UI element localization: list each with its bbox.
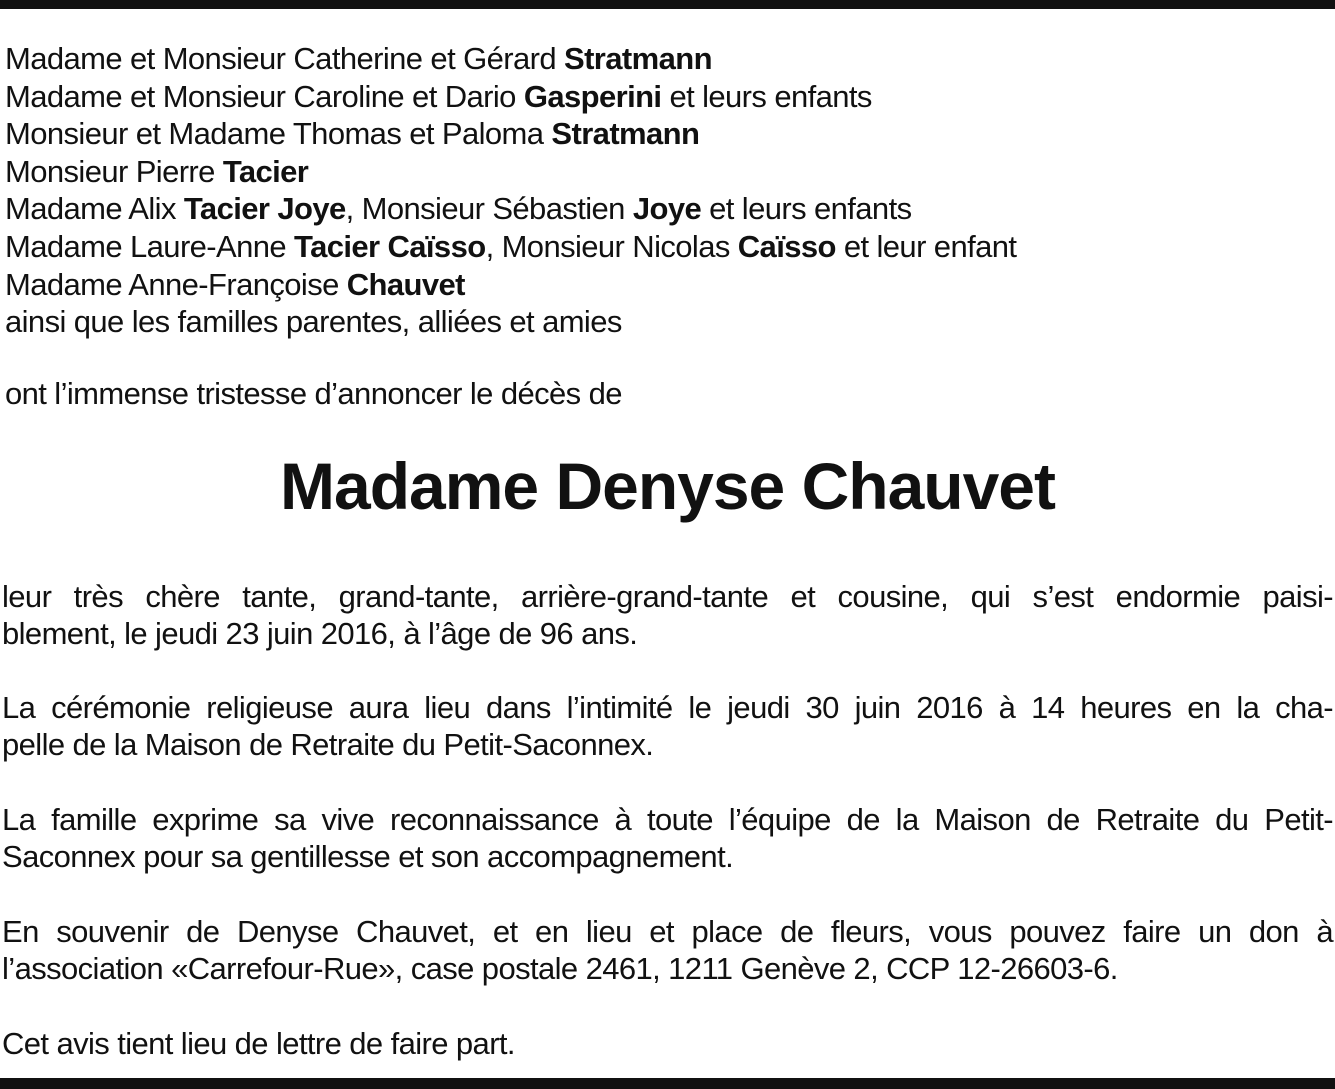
paragraph-line: La famille exprime sa vive reconnaissance à toute l’équipe de la Maison de Retraite du Petit- (2, 802, 1333, 837)
paragraph-line: En souvenir de Denyse Chauvet, et en lieu et place de fleurs, vous pouvez faire un don à (2, 914, 1333, 949)
family-surname: Gasperini (523, 78, 662, 114)
family-line (5, 78, 1325, 116)
family-text: , Monsieur Nicolas (485, 228, 738, 264)
family-surname: Tacier (222, 153, 309, 189)
family-text: ainsi que les familles parentes, alliées et amies (5, 304, 622, 340)
paragraph-line: l’association «Carrefour-Rue», case postale 2461, 1211 Genève 2, CCP 12-26603-6. (2, 951, 1118, 986)
family-text: Madame Laure-Anne (5, 228, 295, 264)
paragraph-line: La cérémonie religieuse aura lieu dans l’intimité le jeudi 30 juin 2016 à 14 heures en la cha- (2, 690, 1333, 725)
deceased-name: Madame Denyse Chauvet (280, 449, 1055, 523)
paragraph-thanks (2, 801, 1333, 875)
family-line (5, 266, 1325, 304)
family-surname: Caïsso (737, 228, 836, 264)
family-list (5, 40, 1325, 341)
paragraph-tribute (2, 578, 1333, 652)
bottom-rule (0, 1078, 1335, 1089)
paragraph-notice (2, 1025, 1333, 1062)
family-surname: Tacier Joye (183, 191, 346, 227)
family-text: et leurs enfants (661, 78, 872, 114)
family-text: Madame Anne-Françoise (5, 266, 347, 302)
family-surname: Joye (632, 191, 702, 227)
family-text: Madame et Monsieur Catherine et Gérard (5, 41, 564, 76)
family-text: Madame et Monsieur Caroline et Dario (5, 78, 524, 114)
family-line (5, 228, 1325, 266)
family-text: Monsieur Pierre (5, 153, 223, 189)
family-line (5, 153, 1325, 191)
paragraph-ceremony (2, 689, 1333, 763)
family-text: et leur enfant (835, 228, 1017, 264)
family-text: Monsieur et Madame Thomas et Paloma (5, 116, 552, 152)
family-text: et leurs enfants (701, 191, 912, 227)
announcement-text: ont l’immense tristesse d’annoncer le décès de (5, 376, 622, 411)
family-surname: Chauvet (346, 266, 465, 302)
family-surname: Tacier Caïsso (294, 228, 486, 264)
paragraph-line: Cet avis tient lieu de lettre de faire part. (2, 1026, 515, 1061)
paragraph-line: leur très chère tante, grand-tante, arrière-grand-tante et cousine, qui s’est endormie paisi- (2, 579, 1333, 614)
family-line (5, 303, 1325, 341)
paragraph-line: pelle de la Maison de Retraite du Petit-Saconnex. (2, 727, 654, 762)
top-rule (0, 0, 1335, 9)
paragraph-line: Saconnex pour sa gentillesse et son accompagnement. (2, 839, 734, 874)
family-surname: Stratmann (551, 116, 700, 152)
paragraph-line: blement, le jeudi 23 juin 2016, à l’âge de 96 ans. (2, 616, 638, 651)
family-text: , Monsieur Sébastien (345, 191, 633, 227)
paragraph-donation (2, 913, 1333, 987)
family-line (5, 40, 1325, 78)
family-surname: Stratmann (564, 41, 712, 76)
family-line (5, 115, 1325, 153)
family-text: Madame Alix (5, 191, 184, 227)
family-line (5, 190, 1325, 228)
